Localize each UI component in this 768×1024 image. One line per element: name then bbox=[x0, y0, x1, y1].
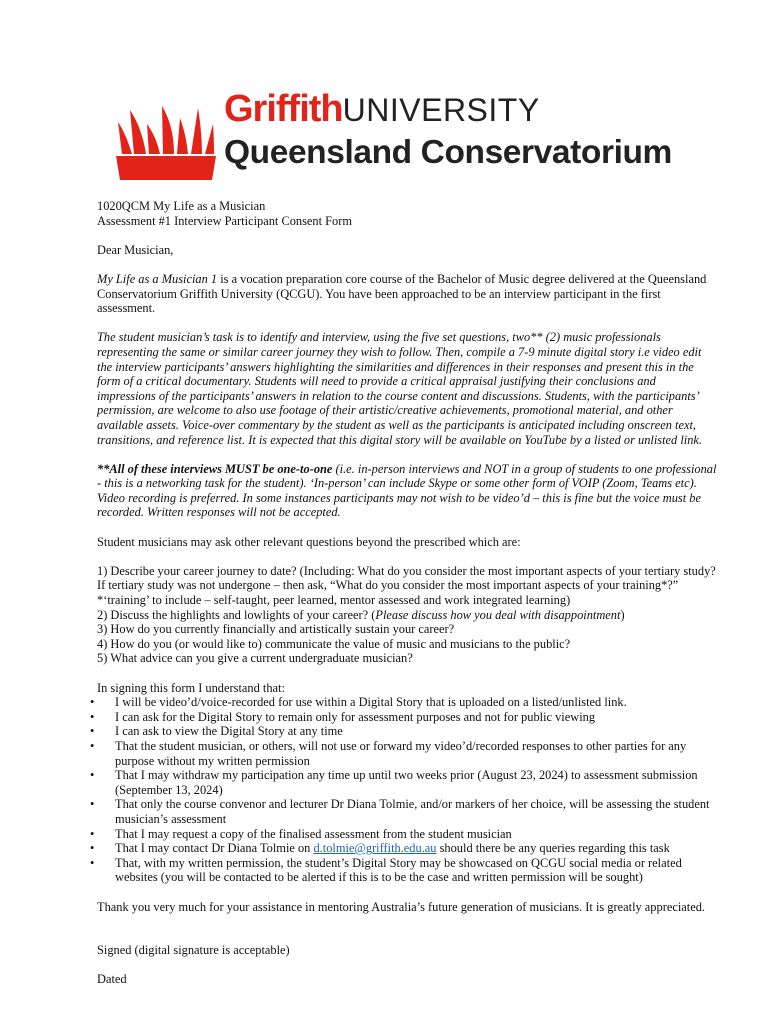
question-1: 1) Describe your career journey to date? (Including: What do you consider the most important aspects of your tertiary study? If tertiary study was not undergone – then ask, “What do you consider the most important aspects of your training*?” *‘training’ to include – self-taught, peer learned, mentor assessed and work integrated learning) bbox=[97, 563, 716, 608]
question-4: 4) How do you (or would like to) communicate the value of music and musicians to the public? bbox=[97, 636, 571, 651]
signing-intro: In signing this form I understand that: bbox=[97, 680, 285, 695]
question-2-italic: Please discuss how you deal with disappointment bbox=[375, 607, 621, 622]
thanks-paragraph: Thank you very much for your assistance in mentoring Australia’s future generation of musicians. It is greatly appreciated. bbox=[97, 899, 705, 914]
intro-paragraph bbox=[97, 272, 717, 316]
one-to-one-rest: (i.e. in-person interviews and NOT in a group of students to one professional - this is a networking task for the student). ‘In-person’ can include Skype or some other form of VOIP (Zoom, Teams etc). Video recording is preferred. In some instances participants may not wish to be video’d – this is fine but the voice must be recorded. Written responses will not be accepted. bbox=[97, 461, 717, 520]
griffith-qcgu-logo bbox=[116, 88, 672, 184]
consent-item bbox=[97, 841, 717, 856]
document-body bbox=[97, 199, 717, 987]
consent-item-8-end: should there be any queries regarding this task bbox=[436, 841, 670, 856]
griffith-flame-logo-icon bbox=[116, 104, 216, 180]
question-2 bbox=[97, 608, 717, 623]
email-link[interactable]: d.tolmie@griffith.edu.au bbox=[313, 841, 437, 856]
course-code-title: 1020QCM My Life as a Musician bbox=[97, 199, 266, 213]
signed-line: Signed (digital signature is acceptable) bbox=[97, 943, 290, 958]
consent-item: • I can ask to view the Digital Story at any time bbox=[97, 724, 717, 739]
consent-item: • That I may request a copy of the finalised assessment from the student musician bbox=[97, 827, 717, 842]
question-2-end: ) bbox=[620, 607, 625, 622]
intro-text: is a vocation preparation core course of the Bachelor of Music degree delivered at the Queensland Conservatorium Griffith University (QCGU). You have been approached to be an interview participant in the first assessment. bbox=[97, 271, 707, 316]
logo-university: UNIVERSITY bbox=[342, 92, 540, 128]
one-to-one-bold: **All of these interviews MUST be one-to-one bbox=[97, 461, 333, 476]
logo-conservatorium: Queensland Conservatorium bbox=[224, 134, 672, 171]
consent-item-8-start: That I may contact Dr Diana Tolmie on bbox=[115, 841, 314, 856]
questions-intro: Student musicians may ask other relevant questions beyond the prescribed which are: bbox=[97, 534, 521, 549]
task-paragraph: The student musician’s task is to identify and interview, using the five set questions, two** (2) music professionals representing the same or similar career journey they wish to follow. Then, compile a 7-9 minute digital story i.e video edit the interview participants’ answers highlighting the similarities and differences in their responses and present this in the form of a critical documentary. Students will need to provide a critical appraisal justifying their conclusions and impressions of the participants’ answers in relation to the course content and discussions. Students, with the participants’ permission, are welcome to also use footage of their artistic/creative achievements, promotional material, and other available assets. Voice-over commentary by the student as well as the participants is anticipated including onscreen text, transitions, and reference list. It is expected that this digital story will be available on YouTube by a listed or unlisted link. bbox=[97, 330, 703, 447]
question-5: 5) What advice can you give a current undergraduate musician? bbox=[97, 651, 413, 666]
consent-item: • That, with my written permission, the student’s Digital Story may be showcased on QCGU social media or related websites (you will be contacted to be alerted if this is to be the case and written permission will be sought) bbox=[97, 856, 717, 885]
question-2-start: 2) Discuss the highlights and lowlights of your career? ( bbox=[97, 607, 376, 622]
one-to-one-paragraph bbox=[97, 462, 717, 520]
logo-brand: Griffith bbox=[224, 88, 343, 130]
dated-line: Dated bbox=[97, 972, 127, 987]
consent-item: • I will be video’d/voice-recorded for use within a Digital Story that is uploaded on a listed/unlisted link. bbox=[97, 695, 717, 710]
consent-list bbox=[97, 695, 717, 885]
course-title: My Life as a Musician 1 bbox=[97, 271, 218, 286]
consent-item: • I can ask for the Digital Story to remain only for assessment purposes and not for public viewing bbox=[97, 710, 717, 725]
assessment-title: Assessment #1 Interview Participant Consent Form bbox=[97, 213, 353, 228]
consent-item: • That I may withdraw my participation any time up until two weeks prior (August 23, 2024) to assessment submission (September 13, 2024) bbox=[97, 768, 717, 797]
question-3: 3) How do you currently financially and artistically sustain your career? bbox=[97, 622, 455, 637]
consent-item: • That only the course convenor and lecturer Dr Diana Tolmie, and/or markers of her choice, will be assessing the student musician’s assessment bbox=[97, 797, 717, 826]
consent-item: • That the student musician, or others, will not use or forward my video’d/recorded responses to other parties for any purpose without my written permission bbox=[97, 739, 717, 768]
logo-wordmark-top bbox=[224, 88, 540, 130]
salutation: Dear Musician, bbox=[97, 242, 174, 257]
